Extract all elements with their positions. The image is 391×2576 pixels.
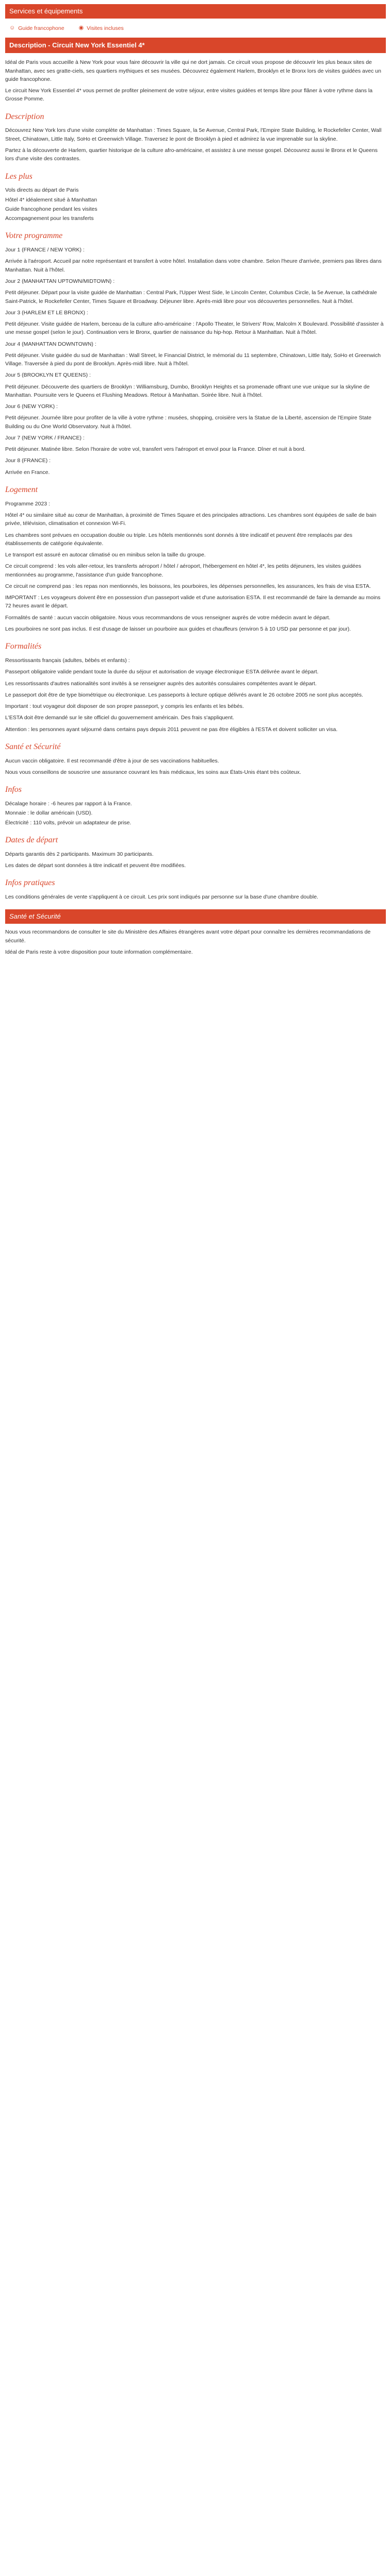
- program-day: Jour 1 (FRANCE / NEW YORK) :: [5, 247, 85, 253]
- user-icon: ☺: [9, 25, 15, 31]
- departures-p: Départs garantis dès 2 participants. Maximum 30 participants.: [5, 851, 154, 857]
- point-item: Guide francophone pendant les visites: [5, 206, 97, 212]
- info-line: Monnaie : le dollar américain (USD).: [5, 810, 93, 817]
- point-item: Vols directs au départ de Paris: [5, 187, 79, 194]
- info-line: Électricité : 110 volts, prévoir un adaptateur de prise.: [5, 819, 132, 826]
- health-title: Santé et Sécurité: [5, 742, 61, 751]
- points-list: [5, 186, 386, 223]
- hotel-p: Formalités de santé : aucun vaccin obligatoire. Nous vous recommandons de vous renseigner auprès de votre médecin avant le départ.: [5, 614, 331, 621]
- program-text: Petit déjeuner. Départ pour la visite guidée de Manhattan : Central Park, l'Upper West Side, le Lincoln Center, Columbus Circle, la 5e Avenue, la cathédrale Saint-Patrick, le Rockefeller Center, Times Square et Broadway. Déjeuner libre. Après-midi libre pour vos découvertes personnelles. Nuit à l'hôtel.: [5, 290, 377, 304]
- program-text: Petit déjeuner. Découverte des quartiers de Brooklyn : Williamsburg, Dumbo, Brooklyn Heights et sa promenade offrant une vue unique sur la skyline de Manhattan. Poursuite vers le Queens et Flushing Meadows. Retour à Manhattan. Soirée libre. Nuit à l'hôtel.: [5, 383, 370, 398]
- info-block: [5, 800, 386, 827]
- departures-p: Les dates de départ sont données à titre indicatif et peuvent être modifiées.: [5, 862, 186, 869]
- description-header: Description - Circuit New York Essentiel 4*: [5, 38, 386, 53]
- tab-visits-label: Visites incluses: [87, 25, 124, 31]
- eye-icon: ◉: [78, 25, 84, 31]
- formalities-p: Passeport obligatoire valide pendant toute la durée du séjour et autorisation de voyage électronique ESTA délivrée avant le départ.: [5, 669, 319, 675]
- program-text: Petit déjeuner. Visite guidée de Harlem, berceau de la culture afro-américaine : l'Apollo Theater, le Strivers' Row, Malcolm X Boulevard. Possibilité d'assister à une messe gospel (selon le jour). Continuation vers le Bronx, quartier de naissance du hip-hop. Retour à Manhattan. Nuit à l'hôtel.: [5, 321, 384, 336]
- practical-title: Infos pratiques: [5, 878, 55, 888]
- intro: [5, 58, 386, 103]
- tab-guide-label: Guide francophone: [18, 25, 64, 31]
- point-item: Accompagnement pour les transferts: [5, 215, 94, 222]
- health-p: Nous vous conseillons de souscrire une assurance couvrant les frais médicaux, les soins aux États-Unis étant très coûteux.: [5, 769, 301, 775]
- hotel-p: Programme 2023 :: [5, 500, 50, 507]
- program-day: Jour 3 (HARLEM ET LE BRONX) :: [5, 309, 88, 316]
- practical-p: Les conditions générales de vente s'appliquent à ce circuit. Les prix sont indiqués par personne sur la base d'une chambre double.: [5, 893, 318, 900]
- program-day: Jour 6 (NEW YORK) :: [5, 403, 58, 410]
- points-title: Les plus: [5, 172, 32, 181]
- tab-guide[interactable]: [9, 24, 64, 32]
- formalities-p: Attention : les personnes ayant séjourné dans certains pays depuis 2011 peuvent ne pas être éligibles à l'ESTA et doivent solliciter un visa.: [5, 726, 338, 733]
- program-day: Jour 4 (MANHATTAN DOWNTOWN) :: [5, 341, 96, 347]
- program-day: Jour 7 (NEW YORK / FRANCE) :: [5, 434, 85, 441]
- program-day: Jour 5 (BROOKLYN ET QUEENS) :: [5, 372, 91, 379]
- formalities-p: L'ESTA doit être demandé sur le site officiel du gouvernement américain. Des frais s'appliquent.: [5, 715, 234, 721]
- program-title: Votre programme: [5, 231, 63, 241]
- hotel-block: [5, 500, 386, 633]
- tab-visits[interactable]: [79, 24, 124, 32]
- hotel-p: Ce circuit comprend : les vols aller-retour, les transferts aéroport / hôtel / aéroport, l'hébergement en hôtel 4*, les petits déjeuners, les visites guidées mentionnées au programme, l'assistance d'un guide francophone.: [5, 563, 362, 578]
- info-title: Infos: [5, 785, 22, 794]
- hotel-p: IMPORTANT : Les voyageurs doivent être en possession d'un passeport valide et d'une autorisation ESTA. Il est recommandé de faire la demande au moins 72 heures avant le départ.: [5, 595, 381, 609]
- formalities-block: [5, 656, 386, 734]
- health-p: Aucun vaccin obligatoire. Il est recommandé d'être à jour de ses vaccinations habituelles.: [5, 757, 219, 764]
- intro-p1: Idéal de Paris vous accueille à New York pour vous faire découvrir la ville qui ne dort jamais. Ce circuit vous propose de découvrir les plus beaux sites de Manhattan, avec ses gratte-ciels, ses quartiers mythiques et ses musées. Découvrez également Harlem, Brooklyn et le Bronx lors de visites guidées avec un guide francophone.: [5, 59, 381, 82]
- formalities-p: Important : tout voyageur doit disposer de son propre passeport, y compris les enfants et les bébés.: [5, 703, 244, 710]
- formalities-p: Le passeport doit être de type biométrique ou électronique. Les passeports à lecture optique délivrés avant le 26 octobre 2005 ne sont plus acceptés.: [5, 691, 364, 698]
- intro-p2: Le circuit New York Essentiel 4* vous permet de profiter pleinement de votre séjour, entre visites guidées et temps libre pour flâner à votre rythme dans la Grosse Pomme.: [5, 88, 373, 103]
- program-text: Petit déjeuner. Journée libre pour profiter de la ville à votre rythme : musées, shopping, croisière vers la Statue de la Liberté, ascension de l'Empire State Building ou du One World Observatory. Nuit à l'hôtel.: [5, 415, 371, 430]
- program-list: [5, 246, 386, 477]
- tabs: [5, 22, 386, 38]
- closing-p: Idéal de Paris reste à votre disposition pour toute information complémentaire.: [5, 948, 193, 955]
- hotel-p: Hôtel 4* ou similaire situé au cœur de Manhattan, à proximité de Times Square et des principales attractions. Les chambres sont équipées de salle de bain privée, télévision, climatisation et connexion Wi-Fi.: [5, 512, 377, 527]
- point-item: Hôtel 4* idéalement situé à Manhattan: [5, 196, 97, 203]
- description-p1: Découvrez New York lors d'une visite complète de Manhattan : Times Square, la 5e Avenue, Central Park, l'Empire State Building, le Rockefeller Center, Wall Street, Chinatown, Little Italy, SoHo et Greenwich Village. Traversez le pont de Brooklyn à pied et admirez la vue imprenable sur la skyline.: [5, 127, 382, 142]
- program-text: Arrivée en France.: [5, 469, 50, 476]
- closing-bar: Santé et Sécurité: [5, 909, 386, 924]
- program-text: Petit déjeuner. Matinée libre. Selon l'horaire de votre vol, transfert vers l'aéroport et envol pour la France. Dîner et nuit à bord.: [5, 446, 306, 453]
- closing-p: Nous vous recommandons de consulter le site du Ministère des Affaires étrangères avant votre départ pour connaître les dernières recommandations de sécurité.: [5, 929, 371, 944]
- services-bar: Services et équipements: [5, 4, 386, 19]
- formalities-p: Ressortissants français (adultes, bébés et enfants) :: [5, 657, 130, 664]
- departures-title: Dates de départ: [5, 835, 58, 844]
- program-text: Petit déjeuner. Visite guidée du sud de Manhattan : Wall Street, le Financial District, le mémorial du 11 septembre, Chinatown, Little Italy, SoHo et Greenwich Village. Traversée à pied du pont de Brooklyn. Après-midi libre. Nuit à l'hôtel.: [5, 352, 381, 367]
- description-p2: Partez à la découverte de Harlem, quartier historique de la culture afro-américaine, et assistez à une messe gospel. Découvrez aussi le Bronx et le Queens lors d'une visite des contrastes.: [5, 147, 378, 162]
- formalities-title: Formalités: [5, 642, 42, 651]
- hotel-p: Les chambres sont prévues en occupation double ou triple. Les hôtels mentionnés sont donnés à titre indicatif et peuvent être remplacés par des établissements de catégorie équivalente.: [5, 532, 352, 547]
- hotel-title: Logement: [5, 485, 38, 495]
- hotel-p: Le transport est assuré en autocar climatisé ou en minibus selon la taille du groupe.: [5, 552, 206, 558]
- hotel-p: Les pourboires ne sont pas inclus. Il est d'usage de laisser un pourboire aux guides et chauffeurs (environ 5 à 10 USD par personne et par jour).: [5, 626, 351, 632]
- formalities-p: Les ressortissants d'autres nationalités sont invités à se renseigner auprès des autorités consulaires compétentes avant le départ.: [5, 680, 317, 687]
- program-day: Jour 8 (FRANCE) :: [5, 457, 51, 464]
- hotel-p: Ce circuit ne comprend pas : les repas non mentionnés, les boissons, les pourboires, les dépenses personnelles, les assurances, les frais de visa ESTA.: [5, 583, 371, 589]
- program-day: Jour 2 (MANHATTAN UPTOWN/MIDTOWN) :: [5, 278, 115, 284]
- description-title: Description: [5, 112, 44, 121]
- program-text: Arrivée à l'aéroport. Accueil par notre représentant et transfert à votre hôtel. Installation dans votre chambre. Selon l'heure d'arrivée, premiers pas libres dans Manhattan. Nuit à l'hôtel.: [5, 258, 382, 273]
- info-line: Décalage horaire : -6 heures par rapport à la France.: [5, 801, 132, 807]
- page: [5, 0, 386, 970]
